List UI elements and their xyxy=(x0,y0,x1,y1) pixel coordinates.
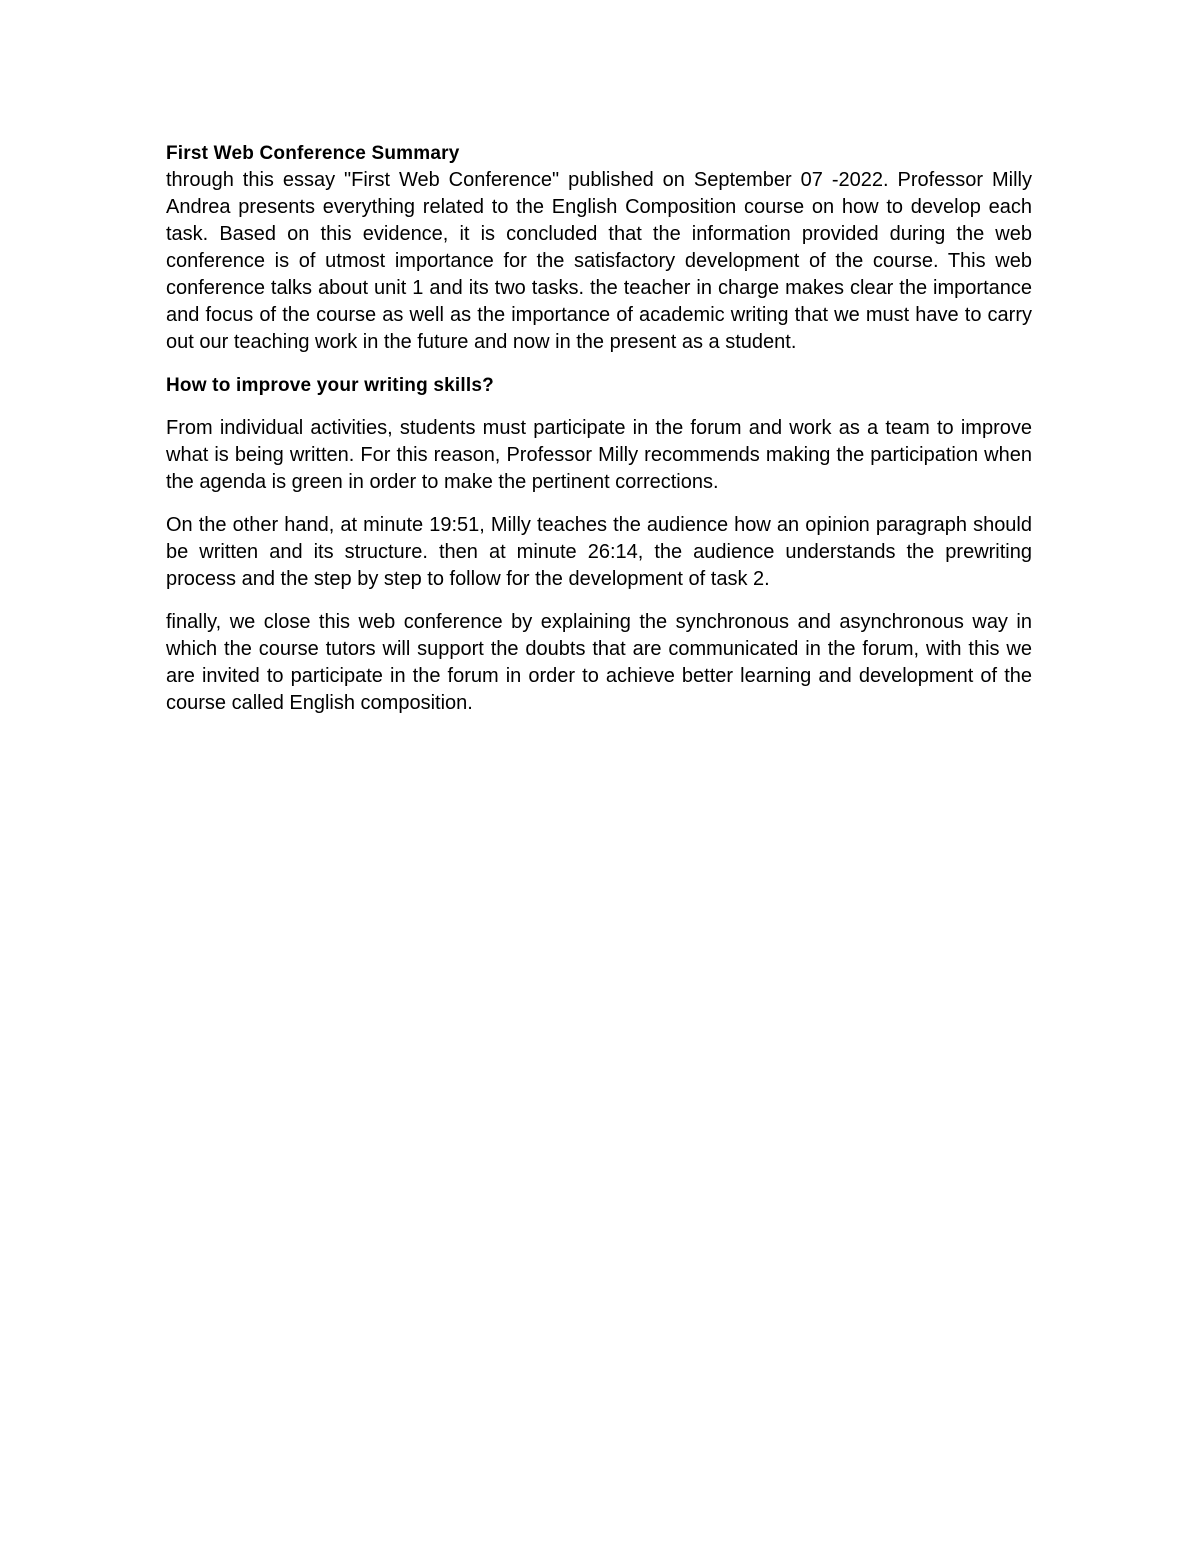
intro-paragraph: through this essay "First Web Conference" published on September 07 -2022. Professor Milly Andrea presents everything related to the English Composition course on how to develop each task. Based on this evidence, it is concluded that the information provided during the web conference is of utmost importance for the satisfactory development of the course. This web conference talks about unit 1 and its two tasks. the teacher in charge makes clear the importance and focus of the course as well as the importance of academic writing that we must have to carry out our teaching work in the future and now in the present as a student. xyxy=(166,169,1032,353)
paragraph-conclusion: finally, we close this web conference by explaining the synchronous and asynchronous way in which the course tutors will support the doubts that are communicated in the forum, with this we are invited to participate in the forum in order to achieve better learning and development of the course called English composition. xyxy=(166,611,1032,714)
section-heading: How to improve your writing skills? xyxy=(166,375,494,396)
paragraph-teamwork: From individual activities, students must participate in the forum and work as a team to improve what is being written. For this reason, Professor Milly recommends making the participation when the agenda is green in order to make the pertinent corrections. xyxy=(166,417,1032,493)
document-title: First Web Conference Summary xyxy=(166,143,460,164)
paragraph-structure: On the other hand, at minute 19:51, Milly teaches the audience how an opinion paragraph should be written and its structure. then at minute 26:14, the audience understands the prewriting process and the step by step to follow for the development of task 2. xyxy=(166,514,1032,590)
document-body xyxy=(166,140,1032,717)
